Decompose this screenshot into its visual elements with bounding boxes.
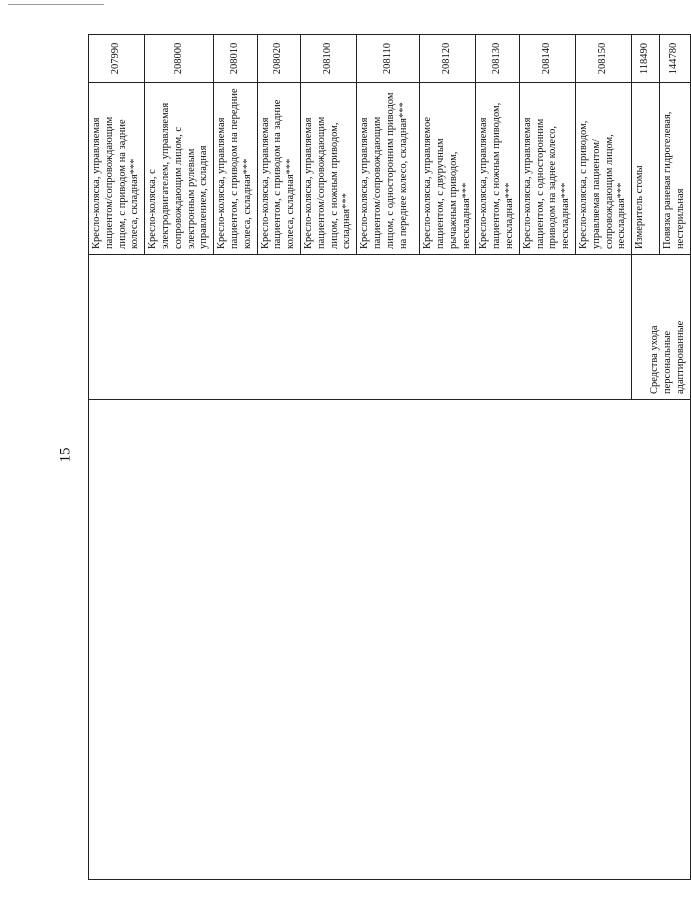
device-name: Кресло-коляска, управляемая пациентом, с ножным приводом, нескладная***	[476, 83, 519, 255]
device-code: 144780	[660, 35, 691, 83]
device-code: 208100	[300, 35, 356, 83]
page-number: 15	[57, 447, 74, 463]
device-name: Кресло-коляска, управляемая пациентом/сопровождающим лицом, с ножным приводом, складная***	[300, 83, 356, 255]
device-name: Повязка раневая гидрогелевая, нестерильная	[660, 83, 691, 255]
device-code: 208120	[420, 35, 476, 83]
device-name: Кресло-коляска, управляемая пациентом/сопровождающим лицом, с односторонним приводом на переднее колесо, складная***	[357, 83, 420, 255]
device-table-rotated	[88, 35, 686, 880]
device-name: Кресло-коляска, управляемая пациентом, с односторонним приводом на заднее колесо, нескладная***	[519, 83, 575, 255]
left-empty-cell	[89, 400, 691, 880]
device-code: 208010	[214, 35, 257, 83]
device-name: Кресло-коляска, управляемая пациентом/сопровождающим лицом, с приводом на задние колеса, складная***	[89, 83, 145, 255]
device-name: Кресло-коляска, с приводом, управляемая пациентом/сопровождающим лицом, нескладная***	[575, 83, 631, 255]
device-name: Кресло-коляска, управляемое пациентом, с двуручным рычажным приводом, нескладная***	[420, 83, 476, 255]
device-code: 208150	[575, 35, 631, 83]
device-name: Кресло-коляска, с электродвигателем, управляемая сопровождающим лицом, с электронным рулевым управлением, складная	[145, 83, 214, 255]
device-code: 118490	[632, 35, 660, 83]
device-name: Кресло-коляска, управляемая пациентом, с приводом на задние колеса, складная***	[257, 83, 300, 255]
table-row	[89, 35, 145, 880]
device-code: 208130	[476, 35, 519, 83]
device-code: 208000	[145, 35, 214, 83]
device-name: Кресло-коляска, управляемая пациентом, с приводом на передние колеса, складная***	[214, 83, 257, 255]
device-code: 208140	[519, 35, 575, 83]
category-label: Средства ухода персональные адаптированные	[632, 255, 691, 400]
device-code: 208020	[257, 35, 300, 83]
device-name: Измеритель стомы	[632, 83, 660, 255]
scan-top-line	[8, 4, 104, 5]
category-empty-cell	[89, 255, 632, 400]
device-code: 208110	[357, 35, 420, 83]
device-code: 207990	[89, 35, 145, 83]
device-table	[88, 34, 691, 880]
